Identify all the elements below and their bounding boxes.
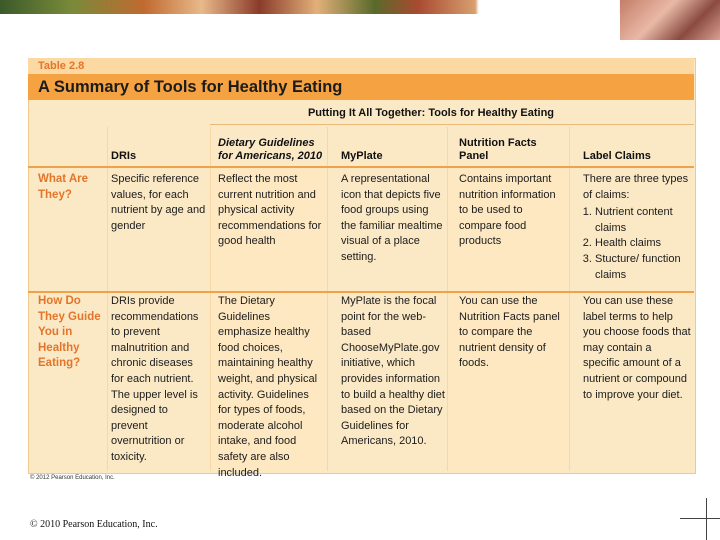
list-item: 1. Nutrient content claims — [595, 205, 691, 236]
column-header-label-claims: Label Claims — [583, 150, 651, 162]
table-cell: MyPlate is the focal point for the web-based ChooseMyPlate.gov initiative, which provides information to build a healthy diet based on the Dietary Guidelines for Americans, 2010. — [341, 295, 445, 448]
row-header-what-are-they: What Are They? — [38, 173, 89, 201]
column-divider — [327, 127, 328, 471]
table-cell-label-claims — [583, 172, 691, 283]
table-cell: The Dietary Guidelines emphasize healthy food choices, maintaining healthy weight, and physical activity. Guidelines for types of foods, moderate alcohol intake, and food safety are also included. — [218, 295, 318, 479]
table-cell: Specific reference values, for each nutrient by age and gender — [111, 173, 206, 232]
row-header-how-do-they-guide: How Do They Guide You in Healthy Eating? — [38, 295, 101, 370]
banner-underlay — [0, 14, 620, 40]
subtitle-rule — [210, 124, 694, 125]
table-cell: You can use these label terms to help you choose foods that may contain a specific amount of a nutrient or compound to improve your diet. — [583, 295, 691, 401]
decorative-line — [680, 518, 720, 519]
table-number: Table 2.8 — [28, 58, 694, 74]
column-divider — [210, 127, 211, 471]
claims-intro: There are three types of claims: — [583, 173, 689, 201]
column-header-dris: DRIs — [111, 150, 137, 162]
table-cell: You can use the Nutrition Facts panel to compare the nutrient density of foods. — [459, 295, 560, 370]
table-title: A Summary of Tools for Healthy Eating — [28, 74, 694, 100]
decorative-line — [706, 498, 707, 540]
table-cell: Reflect the most current nutrition and physical activity recommendations for good health — [218, 173, 322, 248]
column-divider — [569, 127, 570, 471]
column-header-myplate: MyPlate — [341, 150, 383, 162]
list-item: 2. Health claims — [595, 236, 691, 252]
column-divider — [447, 127, 448, 471]
header-rule — [28, 166, 694, 168]
row-rule — [28, 291, 694, 293]
table-cell: Contains important nutrition information to be used to compare food products — [459, 173, 556, 248]
column-header-nutrition-facts: Nutrition Facts Panel — [459, 137, 537, 162]
column-divider — [107, 127, 108, 471]
table-copyright: © 2012 Pearson Education, Inc. — [30, 475, 115, 481]
table-cell: DRIs provide recommendations to prevent malnutrition and chronic diseases for each nutrient. The upper level is designed to prevent overnutrition or toxicity. — [111, 295, 199, 463]
table-cell: A representational icon that depicts five food groups using the familiar mealtime visual of a place setting. — [341, 173, 443, 263]
column-header-dietary-guidelines: Dietary Guidelines for Americans, 2010 — [218, 137, 323, 162]
banner-thumbnail — [620, 0, 720, 40]
slide-copyright: © 2010 Pearson Education, Inc. — [30, 519, 158, 530]
claims-list — [583, 205, 691, 283]
table-subtitle: Putting It All Together: Tools for Healthy Eating — [307, 107, 555, 119]
list-item: 3. Stucture/ function claims — [595, 252, 691, 283]
